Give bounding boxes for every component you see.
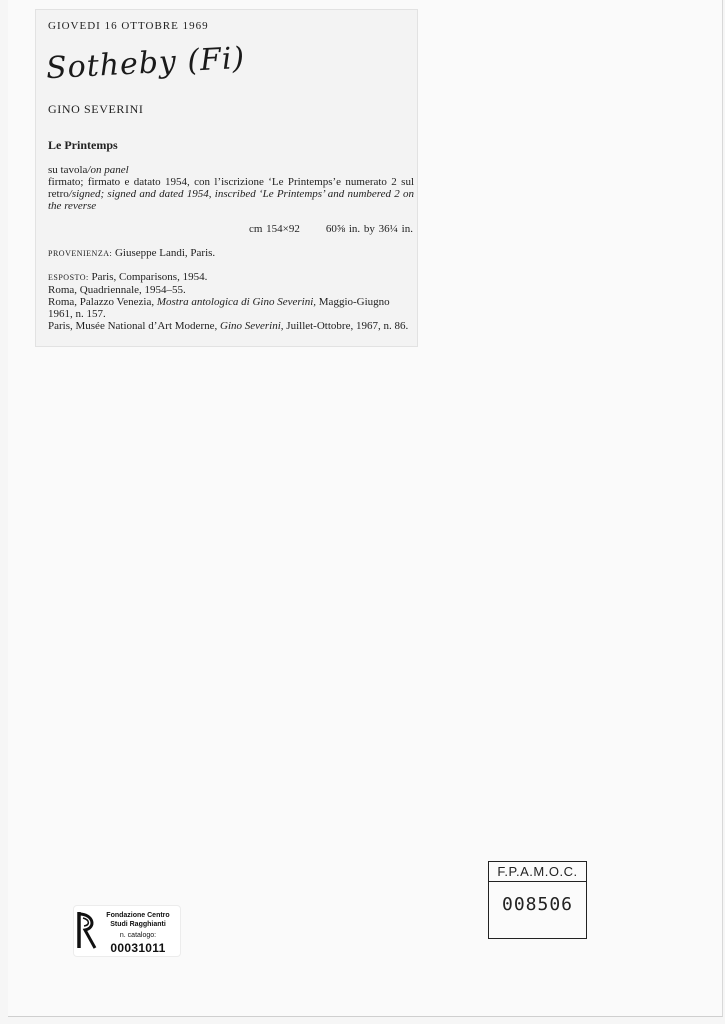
foundation-logo-icon [76, 908, 98, 952]
provenance-text: Giuseppe Landi, Paris. [112, 247, 216, 259]
exhibition-line-3: Roma, Palazzo Venezia, [48, 296, 157, 308]
archive-stamp [488, 861, 587, 939]
label-text-block [100, 911, 176, 955]
provenance [48, 247, 215, 259]
inscription-english: /signed; signed and dated 1954, inscribed ‘Le Printemps’ and numbered 2 on the reverse [48, 188, 414, 212]
medium-english: /on panel [87, 164, 129, 176]
provenance-label: PROVENIENZA: [48, 249, 113, 258]
exhibition-history [48, 271, 414, 332]
auction-catalogue-clipping [35, 9, 418, 347]
exhibition-line-3-title: Mostra antologica di Gino Severini, [156, 296, 317, 308]
exhibition-line-1: Paris, Comparisons, 1954. [88, 271, 208, 283]
artwork-title: Le Printemps [48, 138, 118, 152]
exhibited-label: ESPOSTO: [48, 273, 89, 282]
exhibition-line-4-title: Gino Severini, [220, 320, 284, 332]
catalog-label: n. catalogo: [119, 932, 157, 939]
artwork-description [48, 164, 414, 212]
archive-sheet [8, 0, 723, 1017]
catalog-number: 00031011 [110, 941, 166, 955]
stamp-header: F.P.A.M.O.C. [489, 862, 586, 882]
medium-italian: su tavola [48, 164, 88, 176]
exhibition-line-4-end: Juillet-Ottobre, 1967, n. 86. [283, 320, 409, 332]
artwork-dimensions [249, 223, 413, 235]
exhibition-line-4: Paris, Musée National d’Art Moderne, [48, 320, 220, 332]
exhibition-line-3-end: Maggio-Giugno 1961, n. 157. [48, 296, 390, 320]
foundation-catalogue-label [74, 906, 180, 956]
handwritten-note: Sotheby (Fi) [45, 40, 247, 87]
catalogue-date: GIOVEDI 16 OTTOBRE 1969 [48, 20, 209, 32]
exhibition-line-2: Roma, Quadriennale, 1954–55. [48, 284, 186, 296]
dimensions-metric: cm 154×92 [248, 223, 300, 235]
foundation-name-line-2: Studi Ragghianti [110, 921, 166, 928]
stamp-number: 008506 [501, 894, 574, 915]
foundation-name-line-1: Fondazione Centro [106, 912, 170, 919]
dimensions-imperial: 60⅝ in. by 36¼ in. [325, 223, 413, 235]
artist-name: GINO SEVERINI [48, 102, 144, 116]
inscription-italian: firmato; firmato e datato 1954, con l’iscrizione ‘Le Printemps’e numerato 2 sul retro [48, 176, 414, 200]
